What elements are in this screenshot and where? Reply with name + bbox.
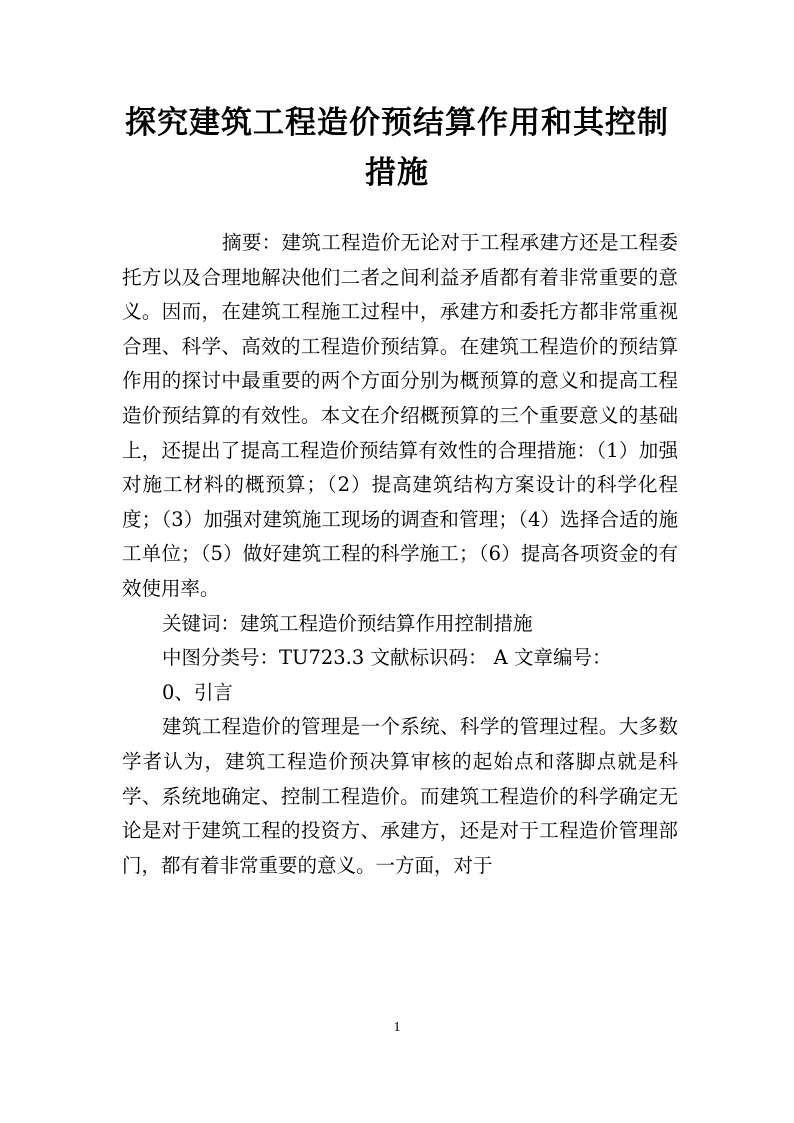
page-number: 1 <box>393 1020 401 1035</box>
document-body <box>122 226 678 883</box>
section-heading: 0、引言 <box>162 680 233 704</box>
abstract-paragraph: 摘要：建筑工程造价无论对于工程承建方还是工程委托方以及合理地解决他们二者之间利益矛盾都有着非常重要的意义。因而，在建筑工程施工过程中，承建方和委托方都非常重视合理、科学、高效的工程造价预结算。在建筑工程造价的预结算作用的探讨中最重要的两个方面分别为概预算的意义和提高工程造价预结算的有效性。本文在介绍概预算的三个重要意义的基础上，还提出了提高工程造价预结算有效性的合理措施：（1）加强对施工材料的概预算；（2）提高建筑结构方案设计的科学化程度；（3）加强对建筑施工现场的调查和管理；（4）选择合适的施工单位；（5）做好建筑工程的科学施工；（6）提高各项资金的有效使用率。 <box>122 231 678 600</box>
intro-paragraph: 建筑工程造价的管理是一个系统、科学的管理过程。大多数学者认为，建筑工程造价预决算审核的起始点和落脚点就是科学、系统地确定、控制工程造价。而建筑工程造价的科学确定无论是对于建筑工程的投资方、承建方，还是对于工程造价管理部门，都有着非常重要的意义。一方面，对于 <box>122 715 678 877</box>
document-title: 探究建筑工程造价预结算作用和其控制措施 <box>125 105 669 191</box>
keywords-line: 关键词：建筑工程造价预结算作用控制措施 <box>162 611 533 635</box>
classification-line: 中图分类号：TU723.3 文献标识码： A 文章编号： <box>162 646 612 670</box>
